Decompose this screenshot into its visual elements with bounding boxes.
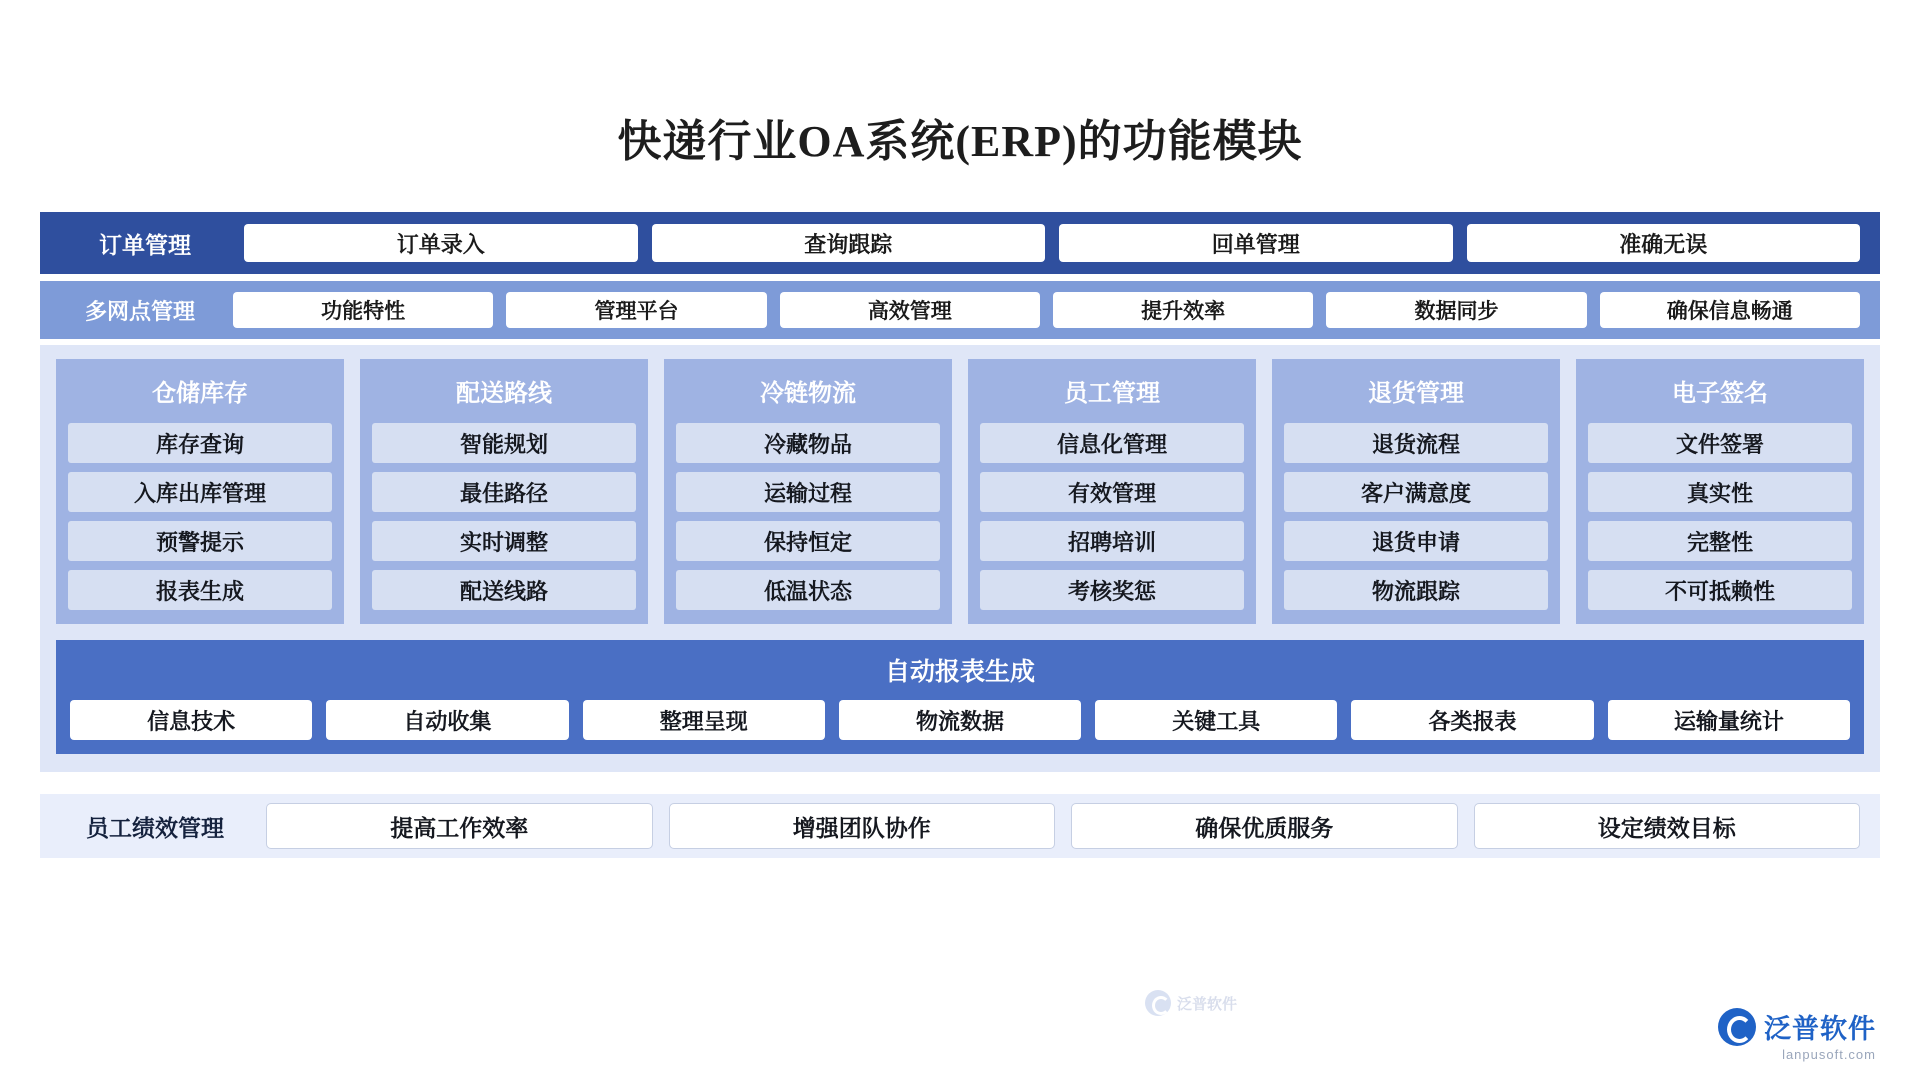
auto-report-section: [56, 640, 1864, 754]
branch-item-data-sync[interactable]: 数据同步: [1326, 292, 1586, 328]
performance-item-2[interactable]: 增强团队协作: [669, 803, 1056, 849]
delivery-route-item-4[interactable]: 配送线路: [372, 570, 636, 610]
report-item-2[interactable]: 自动收集: [326, 700, 568, 740]
returns-item-3[interactable]: 退货申请: [1284, 521, 1548, 561]
returns-item-2[interactable]: 客户满意度: [1284, 472, 1548, 512]
module-column-returns: [1272, 359, 1560, 624]
performance-label: 员工绩效管理: [86, 815, 224, 841]
module-column-e-signature: [1576, 359, 1864, 624]
returns-item-1[interactable]: 退货流程: [1284, 423, 1548, 463]
report-item-7[interactable]: 运输量统计: [1608, 700, 1850, 740]
report-item-6[interactable]: 各类报表: [1351, 700, 1593, 740]
staff-item-4[interactable]: 考核奖惩: [980, 570, 1244, 610]
page-title: 快递行业OA系统(ERP)的功能模块: [617, 117, 1303, 166]
column-title-returns: 退货管理: [1368, 381, 1464, 408]
returns-item-4[interactable]: 物流跟踪: [1284, 570, 1548, 610]
e-signature-item-3[interactable]: 完整性: [1588, 521, 1852, 561]
branch-item-boost-efficiency[interactable]: 提升效率: [1053, 292, 1313, 328]
staff-item-1[interactable]: 信息化管理: [980, 423, 1244, 463]
module-column-staff: [968, 359, 1256, 624]
branch-item-features[interactable]: 功能特性: [233, 292, 493, 328]
column-title-staff: 员工管理: [1064, 381, 1160, 408]
order-item-entry[interactable]: 订单录入: [244, 224, 638, 262]
column-title-e-signature: 电子签名: [1672, 381, 1768, 408]
column-title-delivery-route: 配送路线: [456, 381, 552, 408]
order-management-label: 订单管理: [99, 232, 191, 258]
report-item-4[interactable]: 物流数据: [839, 700, 1081, 740]
multi-branch-row: [40, 281, 1880, 339]
delivery-route-item-2[interactable]: 最佳路径: [372, 472, 636, 512]
branch-item-info-flow[interactable]: 确保信息畅通: [1600, 292, 1860, 328]
e-signature-item-2[interactable]: 真实性: [1588, 472, 1852, 512]
module-column-cold-chain: [664, 359, 952, 624]
performance-item-1[interactable]: 提高工作效率: [266, 803, 653, 849]
brand-logo-text: 泛普软件: [1764, 1014, 1876, 1044]
warehouse-item-3[interactable]: 预警提示: [68, 521, 332, 561]
module-column-delivery-route: [360, 359, 648, 624]
module-columns: [56, 359, 1864, 624]
warehouse-item-2[interactable]: 入库出库管理: [68, 472, 332, 512]
performance-item-4[interactable]: 设定绩效目标: [1474, 803, 1861, 849]
report-item-3[interactable]: 整理呈现: [583, 700, 825, 740]
e-signature-item-1[interactable]: 文件签署: [1588, 423, 1852, 463]
staff-item-2[interactable]: 有效管理: [980, 472, 1244, 512]
auto-report-title: 自动报表生成: [884, 659, 1035, 687]
order-management-row: [40, 212, 1880, 274]
order-item-tracking[interactable]: 查询跟踪: [652, 224, 1046, 262]
cold-chain-item-3[interactable]: 保持恒定: [676, 521, 940, 561]
performance-row: [40, 794, 1880, 858]
branch-item-efficient-mgmt[interactable]: 高效管理: [780, 292, 1040, 328]
center-watermark: [1145, 990, 1237, 1016]
report-item-5[interactable]: 关键工具: [1095, 700, 1337, 740]
column-title-warehouse: 仓储库存: [152, 381, 248, 408]
order-item-receipt[interactable]: 回单管理: [1059, 224, 1453, 262]
branch-item-platform[interactable]: 管理平台: [506, 292, 766, 328]
watermark-text: 泛普软件: [1177, 995, 1238, 1013]
brand-logo: [1718, 1007, 1876, 1046]
column-title-cold-chain: 冷链物流: [760, 381, 856, 408]
e-signature-item-4[interactable]: 不可抵赖性: [1588, 570, 1852, 610]
cold-chain-item-1[interactable]: 冷藏物品: [676, 423, 940, 463]
cold-chain-item-2[interactable]: 运输过程: [676, 472, 940, 512]
report-item-1[interactable]: 信息技术: [70, 700, 312, 740]
cold-chain-item-4[interactable]: 低温状态: [676, 570, 940, 610]
module-column-warehouse: [56, 359, 344, 624]
performance-item-3[interactable]: 确保优质服务: [1071, 803, 1458, 849]
brand-logo-url: lanpusoft.com: [1782, 1047, 1876, 1062]
watermark-logo-icon: [1145, 990, 1171, 1016]
delivery-route-item-1[interactable]: 智能规划: [372, 423, 636, 463]
warehouse-item-4[interactable]: 报表生成: [68, 570, 332, 610]
brand-logo-icon: [1718, 1008, 1756, 1046]
staff-item-3[interactable]: 招聘培训: [980, 521, 1244, 561]
warehouse-item-1[interactable]: 库存查询: [68, 423, 332, 463]
delivery-route-item-3[interactable]: 实时调整: [372, 521, 636, 561]
order-item-accuracy[interactable]: 准确无误: [1467, 224, 1861, 262]
auto-report-items: [70, 700, 1850, 740]
multi-branch-label: 多网点管理: [84, 298, 195, 324]
